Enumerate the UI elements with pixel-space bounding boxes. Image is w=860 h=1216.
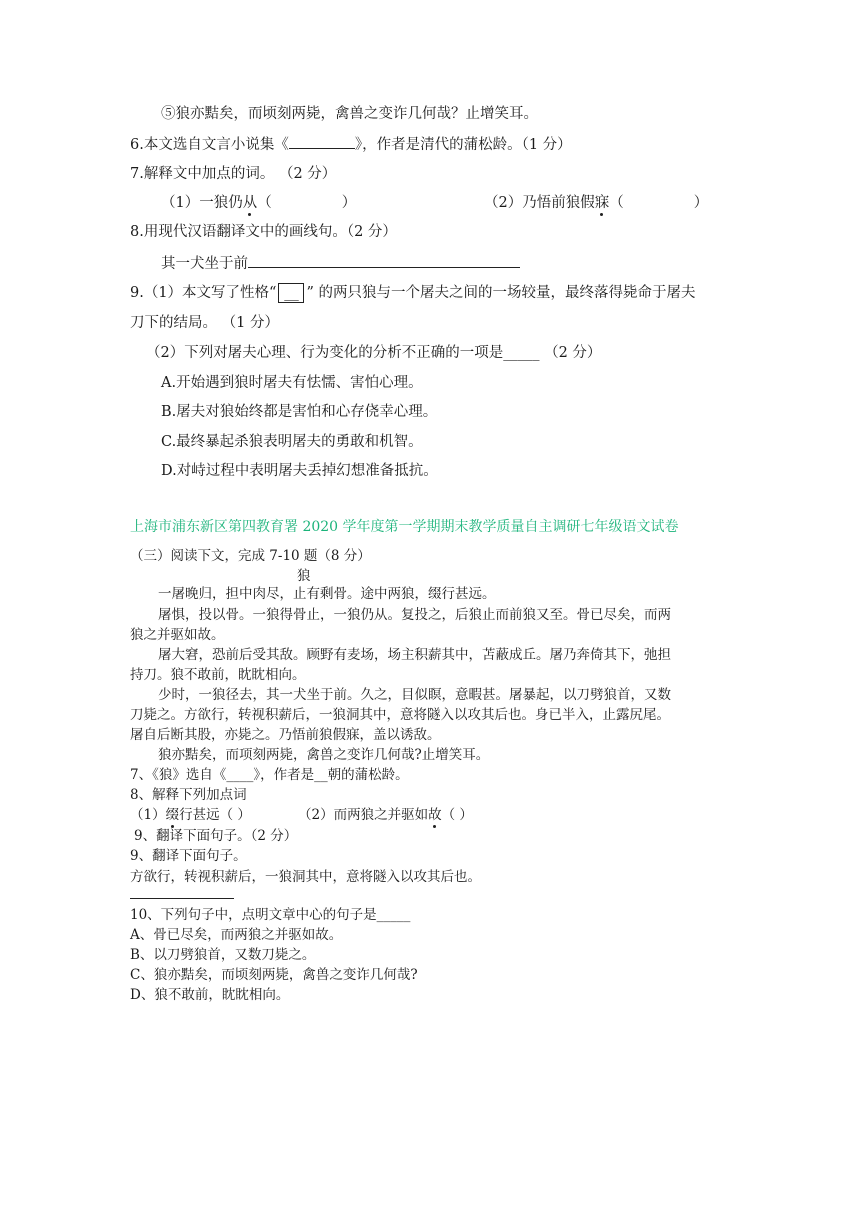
question-9b-a: 9、翻译下面句子。（2 分） xyxy=(134,828,298,844)
question-8-sentence: 其一犬坐于前 xyxy=(161,253,520,274)
question-9b-b: 9、翻译下面句子。 xyxy=(130,848,247,864)
passage-line: 持刀。狼不敢前，眈眈相向。 xyxy=(130,667,306,683)
option-c: C.最终暴起杀狼表明屠夫的勇敢和机智。 xyxy=(161,434,423,450)
question-6: 6.本文选自文言小说集《 》，作者是清代的蒲松龄。（1 分） xyxy=(130,134,572,155)
answer-line xyxy=(248,253,520,268)
option-b: B、以刀劈狼首，又数刀毙之。 xyxy=(130,947,316,963)
question-7-item-2: （2）乃悟前狼假寐（ ） xyxy=(484,195,709,211)
passage-line: 狼之并驱如故。 xyxy=(130,627,225,643)
passage-line-5: ⑤狼亦黠矣，而顷刻两毙，禽兽之变诈几何哉？止增笑耳。 xyxy=(161,106,538,122)
source-title: 上海市浦东新区第四教育署 2020 学年度第一学期期末教学质量自主调研七年级语文试卷 xyxy=(130,519,679,535)
passage-line: 屠大窘，恐前后受其敌。顾野有麦场，场主积薪其中，苫蔽成丘。屠乃奔倚其下，弛担 xyxy=(158,647,671,663)
question-7-title: 7.解释文中加点的词。 （2 分） xyxy=(130,166,337,182)
question-7-item-1: （1）一狼仍从（ ） xyxy=(161,195,357,211)
answer-box: __ xyxy=(278,283,304,303)
option-c: C、狼亦黠矣，而顷刻两毙，禽兽之变诈几何哉? xyxy=(130,967,418,983)
passage-line: 屠惧，投以骨。一狼得骨止，一狼仍从。复投之，后狼止而前狼又至。骨已尽矣，而两 xyxy=(158,607,671,623)
passage-line: 屠自后断其股，亦毙之。乃悟前狼假寐，盖以诱敌。 xyxy=(130,727,441,743)
question-9-part-1-cont: 刀下的结局。 （1 分） xyxy=(130,315,279,331)
passage-line: 少时，一狼径去，其一犬坐于前。久之，目似瞑，意暇甚。屠暴起，以刀劈狼首，又数 xyxy=(158,687,671,703)
question-8b-item-2: （2）而两狼之并驱如故（ ） xyxy=(298,807,473,823)
question-8b-item-1: （1）缀行甚远（ ） xyxy=(130,807,251,823)
question-8b-title: 8、解释下列加点词 xyxy=(130,787,247,803)
passage-line: 刀毙之。方欲行，转视积薪后，一狼洞其中，意将隧入以攻其后也。身已半入，止露尻尾。 xyxy=(130,707,670,723)
option-d: D.对峙过程中表明屠夫丢掉幻想准备抵抗。 xyxy=(161,463,438,479)
passage-line: 一屠晚归，担中肉尽，止有剩骨。途中两狼，缀行甚远。 xyxy=(158,586,496,602)
question-9-part-1: 9.（1）本文写了性格“ __ ” 的两只狼与一个屠夫之间的一场较量，最终落得毙命于屠夫 xyxy=(130,285,696,301)
question-9b-sentence: 方欲行，转视积薪后，一狼洞其中，意将隧入以攻其后也。 xyxy=(130,869,481,885)
question-7b: 7、《狼》选自《____》，作者是__朝的蒲松龄。 xyxy=(130,767,409,783)
passage-line: 狼亦黠矣，而项刻两毙，禽兽之变诈几何哉?止增笑耳。 xyxy=(158,747,490,763)
passage-title: 狼 xyxy=(297,568,311,584)
option-a: A、骨已尽矣，而两狼之并驱如故。 xyxy=(130,927,343,943)
option-b: B.屠夫对狼始终都是害怕和心存侥幸心理。 xyxy=(161,404,438,420)
answer-line xyxy=(130,898,234,899)
question-9-part-2: （2）下列对屠夫心理、行为变化的分析不正确的一项是_____ （2 分） xyxy=(146,345,602,361)
option-a: A.开始遇到狼时屠夫有怯懦、害怕心理。 xyxy=(161,375,423,391)
answer-blank xyxy=(289,134,355,149)
question-8-title: 8.用现代汉语翻译文中的画线句。（2 分） xyxy=(130,224,397,240)
section-heading: （三）阅读下文，完成 7-10 题（8 分） xyxy=(130,548,371,564)
option-d: D、狼不敢前，眈眈相向。 xyxy=(130,987,290,1003)
question-10: 10、下列句子中，点明文章中心的句子是_____ xyxy=(130,907,411,923)
